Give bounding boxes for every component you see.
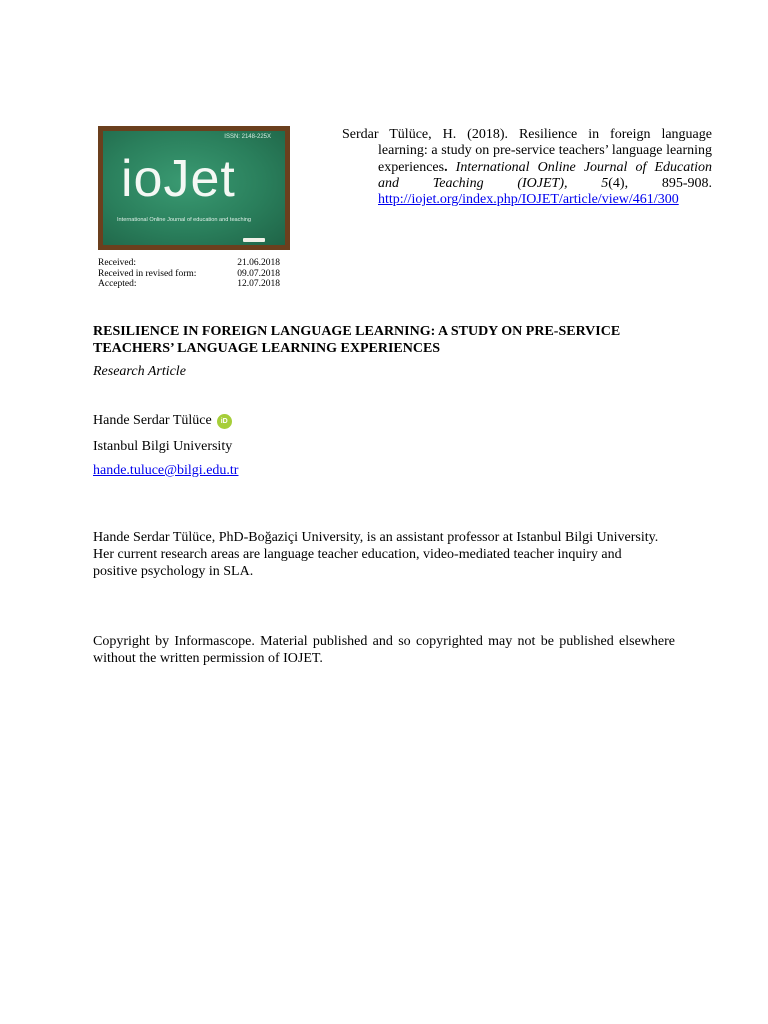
article-title: RESILIENCE IN FOREIGN LANGUAGE LEARNING: A STUDY ON PRE-SERVICE TEACHERS’ LANGUAGE LEARNING EXPERIENCES — [93, 324, 621, 356]
citation-journal: International Online Journal of Education and Teaching (IOJET), — [378, 159, 712, 191]
date-row — [98, 269, 280, 280]
date-value: 12.07.2018 — [237, 279, 280, 289]
citation-link[interactable]: http://iojet.org/index.php/IOJET/article/view/461/300 — [378, 192, 679, 208]
citation-volume: 5 — [601, 175, 609, 191]
date-label: Received: — [98, 258, 136, 268]
date-label: Accepted: — [98, 279, 137, 289]
author-bio: Hande Serdar Tülüce, PhD-Boğaziçi University, is an assistant professor at Istanbul Bilgi University. Her current research areas are language teacher education, video-mediated teacher inquiry and positive psychology in SLA. — [93, 530, 659, 579]
citation-issue-pages: (4), 895-908. — [608, 175, 712, 191]
date-row — [98, 258, 280, 269]
date-value: 09.07.2018 — [237, 268, 280, 279]
chalk-icon — [243, 238, 265, 242]
citation-title: Resilience in foreign language learning: a study on pre-service teachers’ language learning experiences — [378, 127, 712, 175]
orcid-icon[interactable]: iD — [217, 414, 232, 429]
article-type: Research Article — [93, 364, 186, 379]
citation-period: . — [444, 159, 448, 175]
logo-issn: ISSN: 2148-225X — [224, 134, 271, 140]
copyright-notice: Copyright by Informascope. Material published and so copyrighted may not be published elsewhere without the written permission of IOJET. — [93, 634, 675, 666]
date-value: 21.06.2018 — [237, 258, 280, 268]
logo-brand: ioJet — [121, 150, 236, 208]
author-line — [93, 413, 232, 429]
logo-tagline: International Online Journal of education and teaching — [117, 217, 252, 223]
journal-logo — [98, 126, 290, 250]
date-label: Received in revised form: — [98, 268, 197, 279]
submission-dates — [98, 258, 280, 290]
citation — [342, 127, 712, 208]
author-name: Hande Serdar Tülüce — [93, 413, 212, 428]
author-email-link[interactable]: hande.tuluce@bilgi.edu.tr — [93, 463, 239, 478]
author-affiliation: Istanbul Bilgi University — [93, 439, 233, 454]
date-row — [98, 279, 280, 290]
citation-authors: Serdar Tülüce, H. (2018). — [342, 127, 519, 142]
